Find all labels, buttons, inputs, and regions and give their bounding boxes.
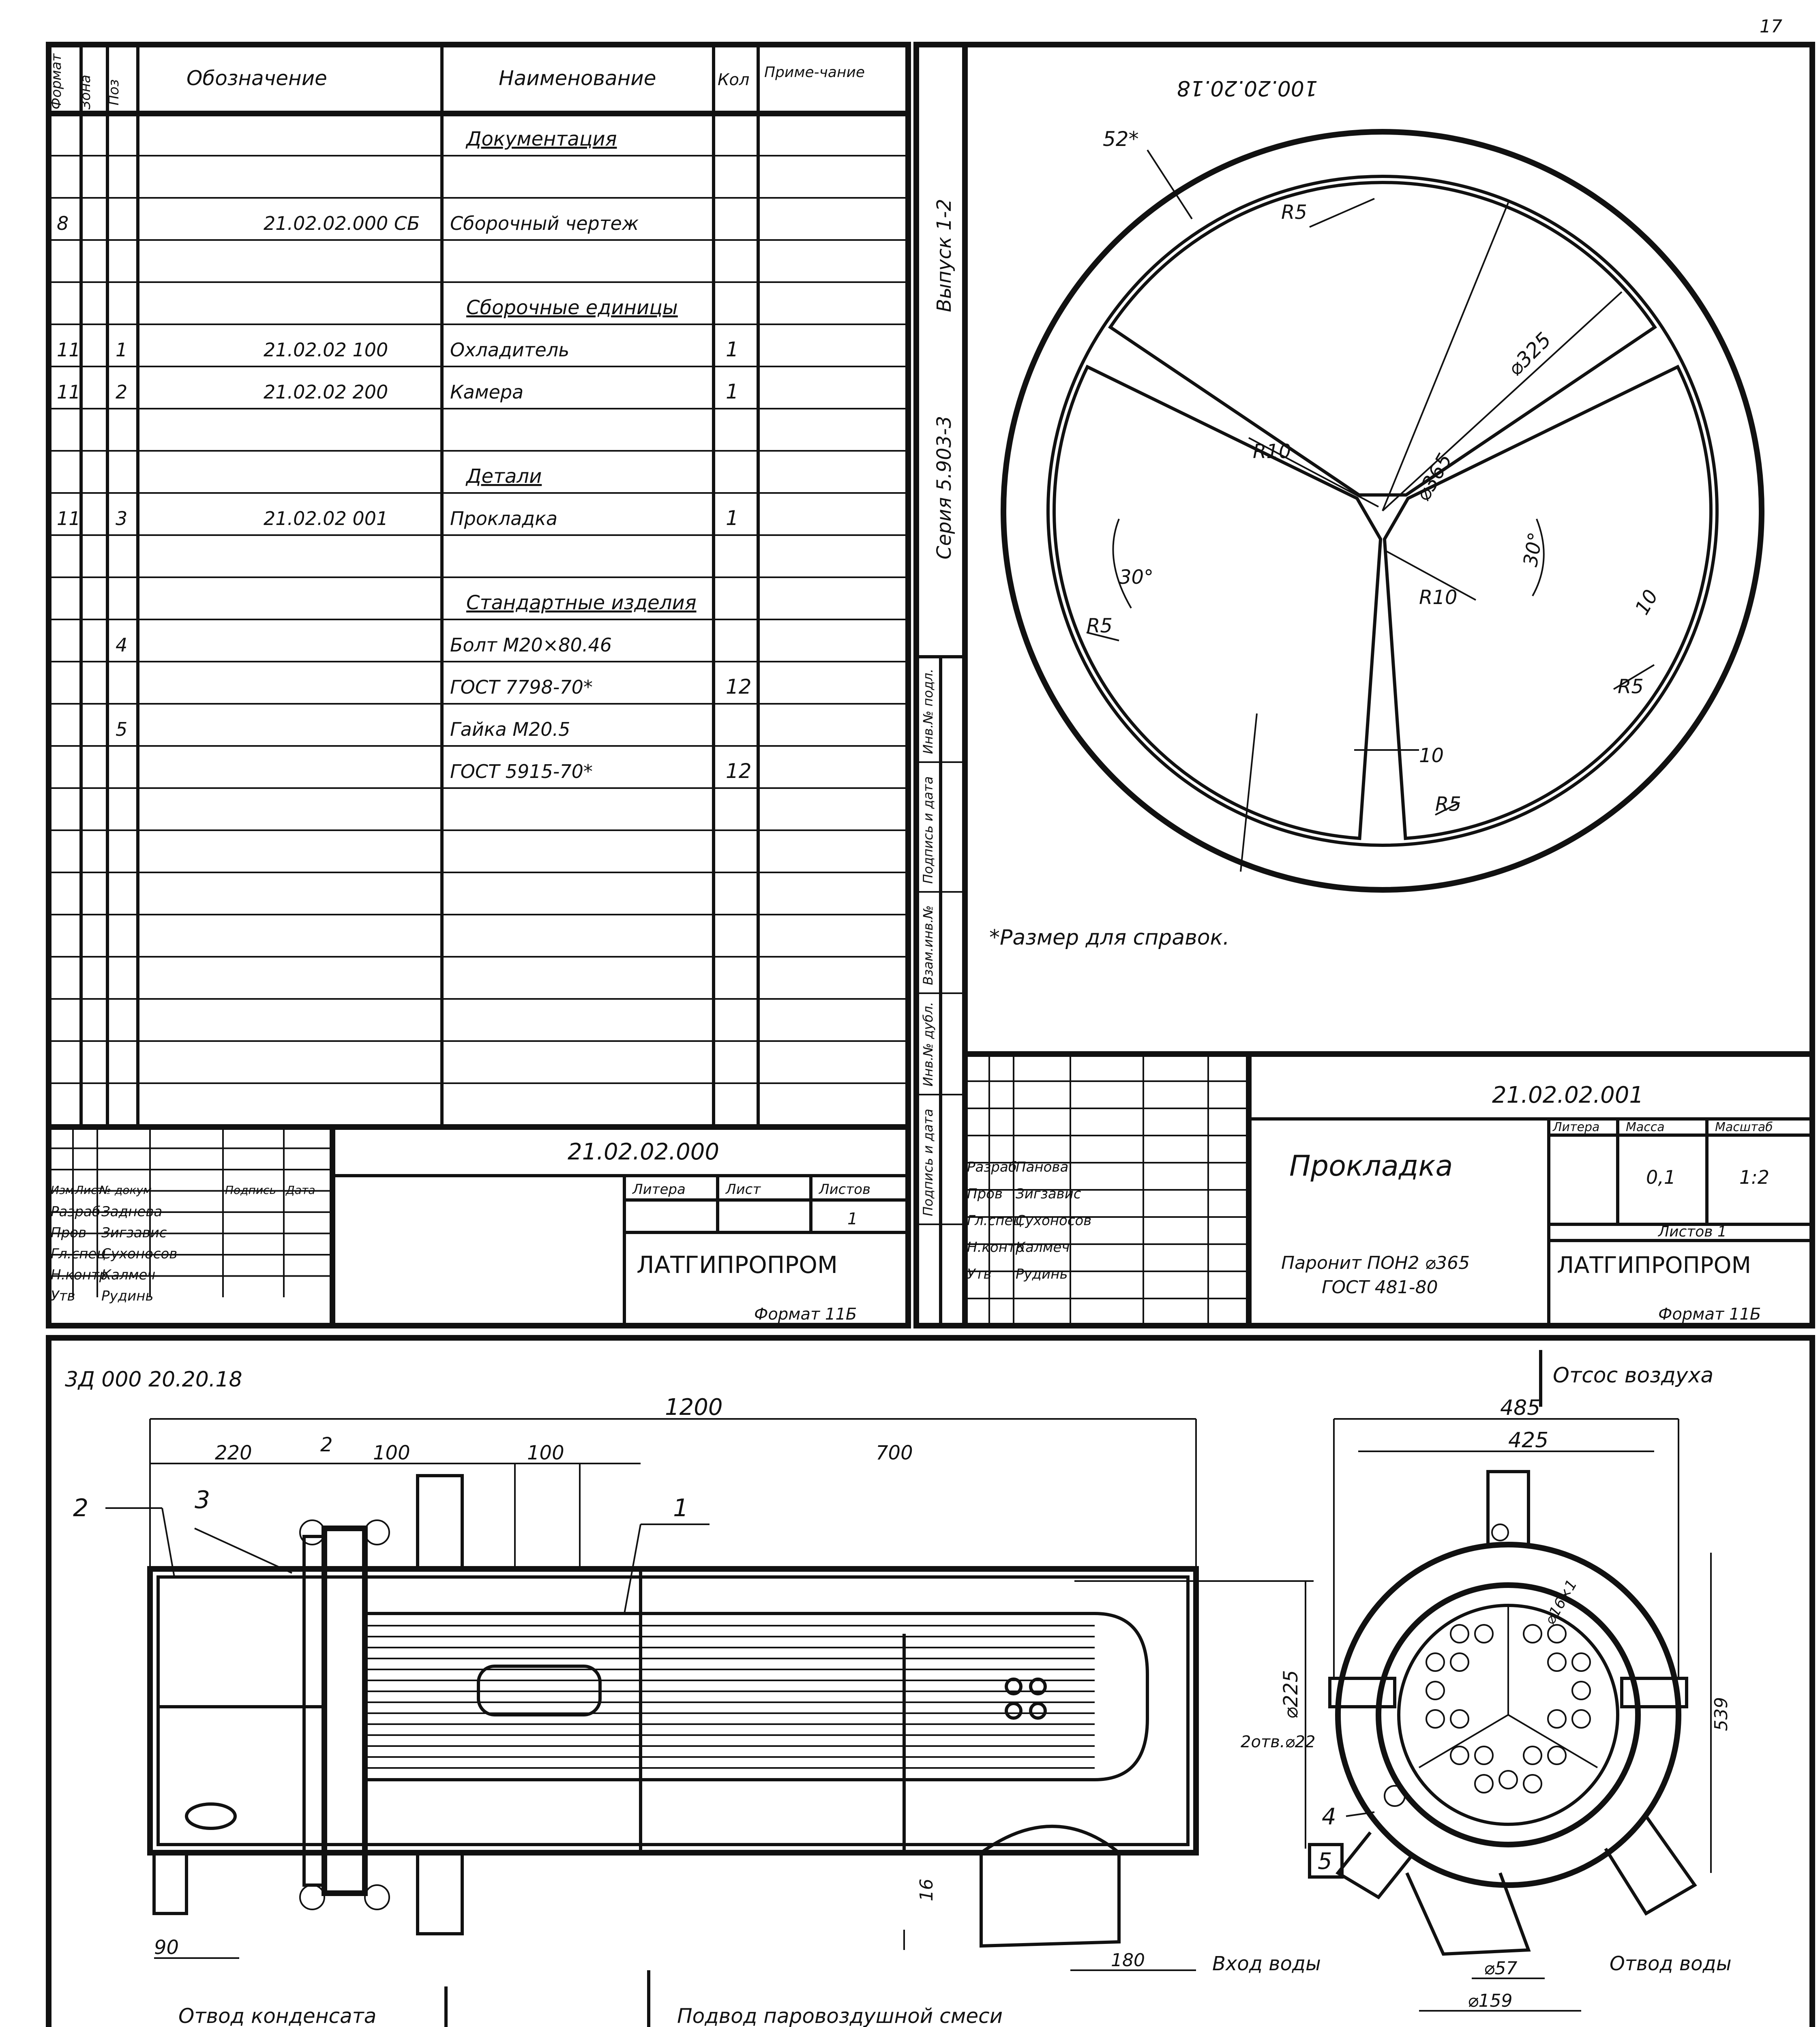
- spec-tb-code: 21.02.02.000: [568, 1139, 720, 1165]
- tube-hole: [1524, 1746, 1541, 1764]
- dim-dia159: ⌀159: [1468, 1991, 1513, 2011]
- dim-700: 700: [876, 1442, 913, 1464]
- gasket-side-label: Инв.№ подл.: [920, 669, 936, 754]
- spec-designation-cell: 21.02.02 200: [264, 381, 388, 403]
- tube-hole: [1426, 1682, 1444, 1699]
- gasket-outer-dia: ⌀365: [1411, 449, 1457, 505]
- side-view: [73, 1394, 1321, 2027]
- dim-100b: 100: [527, 1442, 564, 1464]
- gasket-tb-material: Паронит ПОН2 ⌀365: [1281, 1253, 1470, 1273]
- spec-header-zone: Зона: [77, 75, 94, 109]
- gasket-tb-person: Панова: [1016, 1159, 1069, 1175]
- gasket-tb-hdr-scale: Масштаб: [1715, 1120, 1773, 1134]
- spec-section-heading: Детали: [466, 465, 542, 488]
- spec-pos-cell: 2: [116, 381, 128, 403]
- gasket-tb-material2: ГОСТ 481-80: [1322, 1277, 1438, 1298]
- gasket-tb-person: Рудинь: [1016, 1266, 1068, 1282]
- tube-hole: [1548, 1625, 1566, 1643]
- gasket-tb-scale: 1:2: [1739, 1166, 1770, 1188]
- spec-header-pos: Поз: [106, 79, 122, 105]
- spec-pos-cell: 5: [116, 718, 128, 740]
- spec-tb-hdr: Лист: [75, 1183, 104, 1197]
- tube-hole: [1475, 1775, 1493, 1793]
- dim-180: 180: [1111, 1950, 1145, 1971]
- spec-tb-format: Формат 11Б: [754, 1305, 857, 1324]
- spec-format-cell: 11: [57, 508, 81, 529]
- dim-dia57: ⌀57: [1484, 1958, 1518, 1979]
- tube-hole: [1572, 1682, 1590, 1699]
- tube-hole: [1572, 1653, 1590, 1671]
- spec-tb-person: Рудинь: [101, 1288, 154, 1304]
- dim-425: 425: [1508, 1428, 1549, 1453]
- gasket-side-label: Подпись и дата: [920, 776, 936, 884]
- spec-qty-cell: 12: [726, 675, 752, 699]
- dim-100a: 100: [373, 1442, 410, 1464]
- gasket-r5-d: R5: [1435, 793, 1461, 816]
- gasket-inner-dia: ⌀325: [1503, 328, 1556, 381]
- spec-name-cell: Охладитель: [450, 339, 570, 361]
- spec-section-heading: Документация: [466, 128, 617, 150]
- spec-tb-org: ЛАТГИПРОПРОМ: [637, 1251, 838, 1279]
- spec-tb-person: Заднева: [101, 1204, 163, 1220]
- spec-tb-hdr: Подпись: [225, 1183, 276, 1197]
- spec-tb-hdr-list: Лист: [726, 1181, 761, 1198]
- spec-name-cell: Прокладка: [450, 508, 558, 529]
- spec-designation-cell: 21.02.02 001: [264, 508, 388, 529]
- spec-tb-sheet: 1: [847, 1210, 858, 1228]
- spec-tb-role: Разраб: [51, 1204, 101, 1220]
- spec-qty-cell: 12: [726, 759, 752, 783]
- spec-header-name: Наименование: [499, 66, 656, 90]
- gasket-series: Серия 5.903-3: [933, 416, 956, 559]
- tube-hole: [1548, 1746, 1566, 1764]
- gasket-r5-b: R5: [1087, 615, 1113, 637]
- spec-section-heading: Стандартные изделия: [466, 591, 697, 614]
- callout-4: 4: [1322, 1804, 1336, 1830]
- tube-hole: [1499, 1771, 1517, 1789]
- callout-1: 1: [673, 1494, 689, 1522]
- dim-holes: 2отв.⌀22: [1241, 1733, 1316, 1751]
- spec-tb-person: Зигзавис: [101, 1225, 167, 1241]
- dim-total: 1200: [665, 1394, 723, 1421]
- dim-90: 90: [154, 1936, 179, 1959]
- tube-hole: [1524, 1775, 1541, 1793]
- spec-header-designation: Обозначение: [187, 66, 327, 90]
- dim-2: 2: [320, 1433, 333, 1456]
- gasket-tb-role: Пров: [967, 1186, 1003, 1202]
- gasket-tb-role: Разраб: [967, 1159, 1017, 1175]
- tube-hole: [1572, 1710, 1590, 1728]
- dim-tubes: ⌀16×1: [1541, 1577, 1581, 1628]
- callout-2: 2: [73, 1494, 89, 1522]
- gasket-rotated-code: 100.20.20.18: [1177, 76, 1318, 100]
- dim-220: 220: [215, 1442, 252, 1464]
- gasket-tb-sheets: Листов 1: [1658, 1223, 1727, 1240]
- gasket-title-block: [965, 1054, 1812, 1326]
- spec-format-cell: 11: [57, 339, 81, 361]
- gasket-rim: 52*: [1103, 127, 1139, 151]
- spec-tb-hdr-listov: Листов: [819, 1181, 871, 1198]
- tube-hole: [1475, 1746, 1493, 1764]
- gasket-tb-person: Сухоносов: [1016, 1213, 1092, 1229]
- gasket-r10-b: R10: [1419, 586, 1458, 609]
- gasket-tb-role: Гл.спец: [967, 1213, 1023, 1229]
- gasket-tb-person: Калмеч: [1016, 1239, 1070, 1256]
- dim-485: 485: [1500, 1396, 1541, 1420]
- gasket-tb-hdr-mass: Масса: [1626, 1120, 1665, 1134]
- assembly-sheet: [49, 1338, 1812, 2027]
- spec-tb-role: Пров: [51, 1225, 86, 1241]
- callout-3: 3: [195, 1486, 210, 1514]
- spec-name-cell: ГОСТ 7798-70*: [450, 676, 593, 698]
- gasket-r10-a: R10: [1253, 440, 1291, 463]
- gasket-side-label: Инв.№ дубл.: [920, 1002, 936, 1086]
- spec-name-cell: Гайка М20.5: [450, 718, 570, 740]
- flow-water-out: Отвод воды: [1610, 1952, 1732, 1975]
- gasket-tb-title: Прокладка: [1289, 1149, 1453, 1183]
- spec-designation-cell: 21.02.02.000 СБ: [264, 212, 420, 234]
- spec-format-cell: 11: [57, 381, 81, 403]
- spec-name-cell: Сборочный чертеж: [450, 212, 639, 234]
- gasket-rib-b: 10: [1419, 744, 1444, 767]
- gasket-r5-c: R5: [1618, 675, 1644, 698]
- dim-16: 16: [916, 1879, 937, 1901]
- spec-tb-person: Калмеч: [101, 1267, 156, 1283]
- spec-sheet: [0, 0, 908, 1326]
- gasket-ref-note: *Размер для справок.: [989, 926, 1230, 950]
- spec-name-cell: Камера: [450, 381, 524, 403]
- spec-tb-person: Сухоносов: [101, 1246, 178, 1262]
- spec-tb-hdr: Дата: [286, 1183, 315, 1197]
- gasket-tb-format: Формат 11Б: [1658, 1305, 1761, 1324]
- flow-condensate-out: Отвод конденсата: [178, 2004, 377, 2027]
- gasket-angle-b: 30°: [1519, 530, 1548, 569]
- spec-name-cell: Болт М20×80.46: [450, 634, 612, 656]
- spec-designation-cell: 21.02.02 100: [264, 339, 388, 361]
- flow-water-in: Вход воды: [1212, 1952, 1321, 1975]
- gasket-side-label: Взам.инв.№: [920, 905, 936, 985]
- gasket-window: [1110, 182, 1655, 495]
- tube-hole: [1451, 1653, 1468, 1671]
- gasket-tb-mass: 0,1: [1646, 1166, 1676, 1188]
- gasket-r5-a: R5: [1281, 201, 1307, 224]
- tube-hole: [1451, 1625, 1468, 1643]
- spec-qty-cell: 1: [726, 338, 739, 361]
- spec-pos-cell: 1: [116, 339, 128, 361]
- spec-format-cell: 8: [57, 212, 69, 234]
- flow-air-out: Отсос воздуха: [1553, 1363, 1714, 1388]
- spec-tb-role: Гл.спец: [51, 1246, 106, 1262]
- gasket-tb-org: ЛАТГИПРОПРОМ: [1557, 1252, 1751, 1279]
- spec-qty-cell: 1: [726, 506, 739, 530]
- gasket-tb-role: Утв: [967, 1266, 992, 1282]
- gasket-rib-a: 10: [1630, 586, 1663, 619]
- spec-header-qty: Кол: [718, 71, 750, 89]
- tube-hole: [1451, 1710, 1468, 1728]
- gasket-tb-code: 21.02.02.001: [1492, 1082, 1644, 1108]
- spec-tb-hdr: № докум: [99, 1183, 152, 1197]
- gasket-tb-person: Зигзавис: [1016, 1186, 1081, 1202]
- gasket-angle-a: 30°: [1119, 566, 1154, 589]
- flow-steam-in: Подвод паровоздушной смеси: [677, 2004, 1003, 2027]
- spec-name-cell: ГОСТ 5915-70*: [450, 761, 593, 782]
- tube-hole: [1475, 1625, 1493, 1643]
- spec-tb-hdr: Изм: [51, 1183, 74, 1197]
- spec-pos-cell: 4: [116, 634, 128, 656]
- tube-hole: [1548, 1710, 1566, 1728]
- callout-5: 5: [1318, 1848, 1332, 1875]
- dim-539: 539: [1711, 1697, 1732, 1731]
- spec-pos-cell: 3: [116, 508, 128, 529]
- gasket-issue: Выпуск 1-2: [933, 199, 956, 312]
- spec-tb-hdr-litera: Литера: [632, 1181, 686, 1198]
- gasket-tb-role: Н.контр: [967, 1239, 1025, 1256]
- gasket-tb-hdr-litera: Литера: [1553, 1120, 1600, 1134]
- spec-header-note: Приме-чание: [764, 64, 865, 81]
- tube-hole: [1426, 1653, 1444, 1671]
- tube-hole: [1548, 1653, 1566, 1671]
- end-view: [1310, 1350, 1732, 2011]
- spec-tb-role: Н.контр: [51, 1267, 108, 1283]
- page-number: 17: [1760, 16, 1782, 37]
- gasket-side-label: Подпись и дата: [920, 1108, 936, 1216]
- dim-dia225: ⌀225: [1280, 1670, 1302, 1719]
- spec-header-format: Формат: [48, 54, 64, 109]
- tube-hole: [1524, 1625, 1541, 1643]
- assembly-rotated-code: 3Д 000 20.20.18: [65, 1367, 242, 1392]
- spec-section-heading: Сборочные единицы: [466, 296, 678, 319]
- spec-qty-cell: 1: [726, 380, 739, 403]
- tube-hole: [1426, 1710, 1444, 1728]
- gasket-drawing: [1003, 127, 1762, 890]
- spec-tb-role: Утв: [51, 1288, 75, 1304]
- gasket-sheet: [916, 45, 1812, 1326]
- tube-hole: [1451, 1746, 1468, 1764]
